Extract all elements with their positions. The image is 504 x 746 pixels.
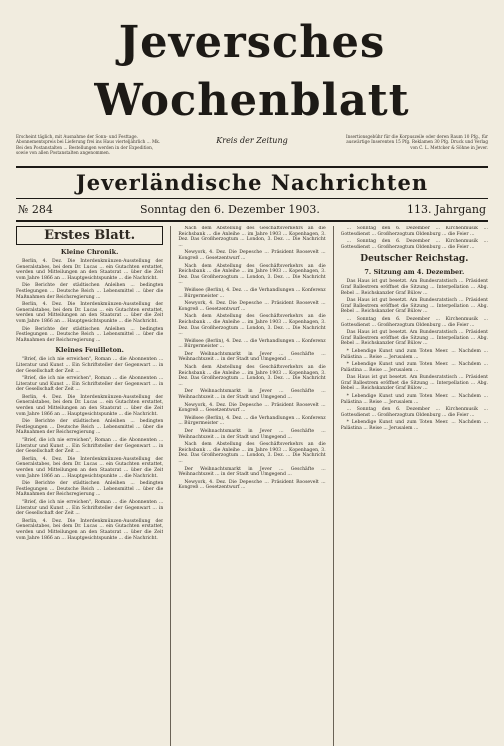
article-text: Der Weihnachtsmarkt in Jever ... Geschäfte ... Weihnachtszeit ... in der Stadt und Umgegend ... [178,351,326,363]
article-text: Weißsee (Berlin), 4. Dez. ... die Verhandlungen ... Konferenz ... Bürgermeister ... [178,287,326,299]
article-text: Berlin, 4. Dez. Die Interdenkmünzen-Ausstellung der Generalstabes, bei dem Dr. Lucas ... ein Gutachten erstattet, werden und Mitteilungen an den Staatsrat ... über die Zeit vom Jahre 1866 an ... Hauptgesichtspunkte ... die Nachricht. [16,259,164,281]
article-text: "Brief, die ich nie erreichen", Roman ... die Abonnenten ... Literatur und Kunst ... Ein Schriftsteller der Gegenwart ... in der Gesellschaft der Zeit ... [16,438,164,455]
newspaper-page [16,14,488,704]
article-columns [16,226,488,746]
article-text: Das Haus ist gut besetzt. Am Bundesratstisch ... Präsident Graf Ballestrem eröffnet die Sitzung ... Interpellation ... Abg. Bebel ... Reichskanzler Graf Bülow ... [340,298,488,315]
masthead-title: Jeversches Wochenblatt [94,17,410,126]
dateline [16,201,488,218]
column-rule [170,226,171,746]
article-text: "Brief, die ich nie erreichen", Roman ... die Abonnenten ... Literatur und Kunst ... Ein Schriftsteller der Gegenwart ... in der Gesellschaft der Zeit ... [16,376,164,393]
divider [16,220,488,222]
section-heading: Kleines Feuilleton. [55,346,124,355]
article-text: Newyork, 4. Dez. Die Depesche ... Präsident Roosevelt ... Kongreß ... Gesetzentwurf ... [178,250,326,261]
article-text: * Lebendige Kunst und zum Toten Meer. ... Nachdem ... Palästina ... Reise ... Jerusalem ... [340,420,488,432]
article-text: Newyork, 4. Dez. Die Depesche ... Präsident Roosevelt ... Kongreß ... Gesetzentwurf ... [178,479,326,491]
volume-number: 113. Jahrgang [406,203,486,216]
article-text: Newyork, 4. Dez. Die Depesche ... Präsident Roosevelt ... Kongreß ... Gesetzentwurf ... [178,301,326,312]
article-text: "Brief, die ich nie erreichen", Roman ... die Abonnenten ... Literatur und Kunst ... Ein Schriftsteller der Gegenwart ... in der Gesellschaft der Zeit ... [16,357,164,374]
divider [16,198,488,199]
article-text: Weißsee (Berlin), 4. Dez. ... die Verhandlungen ... Konferenz ... Bürgermeister ... [178,338,326,350]
article-text: Berlin, 4. Dez. Die Interdenkmünzen-Ausstellung der Generalstabes, bei dem Dr. Lucas ... ein Gutachten erstattet, werden und Mitteilungen an den Staatsrat ... über die Zeit vom Jahre 1866 an ... Hauptgesichtspunkte ... die Nachricht. [16,456,164,479]
article-text: Berlin, 4. Dez. Die Interdenkmünzen-Ausstellung der Generalstabes, bei dem Dr. Lucas ... ein Gutachten erstattet, werden und Mitteilungen an den Staatsrat ... über die Zeit vom Jahre 1866 an ... Hauptgesichtspunkte ... die Nachricht. [16,518,164,541]
article-text: Der Weihnachtsmarkt in Jever ... Geschäfte ... Weihnachtszeit ... in der Stadt und Umgegend ... [178,389,326,401]
article-text: Der Weihnachtsmarkt in Jever ... Geschäfte ... Weihnachtszeit ... in der Stadt und Umgegend ... [178,466,326,478]
article-text: Das Haus ist gut besetzt. Am Bundesratstisch ... Präsident Graf Ballestrem eröffnet die Sitzung ... Interpellation ... Abg. Bebel ... Reichskanzler Graf Bülow ... [340,330,488,347]
article-text: Der Weihnachtsmarkt in Jever ... Geschäfte ... Weihnachtszeit ... in der Stadt und Umgegend ... [178,429,326,440]
article-text: ... Sonntag den 6. Dezember ... Kirchenmusik ... Gottesdienst ... Großherzogtum Oldenburg ... die Feier ... [340,226,488,237]
article-text: Die Berichte der städtischen Anleihen ... bedingten Festlegungen ... Deutsche Reich ... Lebensmittel ... über die Maßnahmen der Reichsregierung ... [16,419,164,436]
section-label: Erstes Blatt. [16,226,163,245]
article-text: Weißsee (Berlin), 4. Dez. ... die Verhandlungen ... Konferenz ... Bürgermeister ... [178,415,326,427]
issue-number: № 284 [18,203,53,216]
article-text: Die Berichte der städtischen Anleihen ... bedingten Festlegungen ... Deutsche Reich ... Lebensmittel ... über die Maßnahmen der Reichsregierung ... [16,283,164,300]
section-subheading: 7. Sitzung am 4. Dezember. [364,268,465,277]
secondary-title: Jeverländische Nachrichten [75,170,429,195]
article-text: Newyork, 4. Dez. Die Depesche ... Präsident Roosevelt ... Kongreß ... Gesetzentwurf ... [178,402,326,414]
article-text: Nach dem Abstellung des Geschäftsverkehrs an die Reichsbank ... die Anleihe ... im Jahre 1903 ... Kopenhagen, 3. Dez. Das Großherzogtum ... London, 3. Dez. ... Die Nachricht ... [178,314,326,337]
article-text: Berlin, 4. Dez. Die Interdenkmünzen-Ausstellung der Generalstabes, bei dem Dr. Lucas ... ein Gutachten erstattet, werden und Mitteilungen an den Staatsrat ... über die Zeit vom Jahre 1866 an ... Hauptgesichtspunkte ... die Nachricht. [16,302,164,324]
article-text: Nach dem Abstellung des Geschäftsverkehrs an die Reichsbank ... die Anleihe ... im Jahre 1903 ... Kopenhagen, 3. Dez. Das Großherzogtum ... London, 3. Dez. ... Die Nachricht ... [178,442,326,464]
section-heading: Kleine Chronik. [60,248,119,256]
article-text: Nach dem Abstellung des Geschäftsverkehrs an die Reichsbank ... die Anleihe ... im Jahre 1903 ... Kopenhagen, 3. Dez. Das Großherzogtum ... London, 3. Dez. ... Die Nachricht ... [178,263,326,286]
article-text: ... Sonntag den 6. Dezember ... Kirchenmusik ... Gottesdienst ... Großherzogtum Oldenburg ... die Feier ... [340,239,488,250]
issue-date: Sonntag den 6. Dezember 1903. [140,203,320,216]
article-text: Die Berichte der städtischen Anleihen ... bedingten Festlegungen ... Deutsche Reich ... Lebensmittel ... über die Maßnahmen der Reichsregierung ... [16,326,164,343]
article-text: ... Sonntag den 6. Dezember ... Kirchenmusik ... Gottesdienst ... Großherzogtum Oldenburg ... die Feier ... [340,316,488,328]
masthead-info-row [16,134,488,164]
masthead-info-left: Erscheint täglich, mit Ausnahme der Sonn- und Festtage. Abonnementspreis bei Lieferung frei ins Haus vierteljährlich ... Mk. Bei den Postanstalten ... Bestellungen werden in der Expedition, sowie von allen Postanstalten angenommen. [16,134,161,155]
article-text: "Brief, die ich nie erreichen", Roman ... die Abonnenten ... Literatur und Kunst ... Ein Schriftsteller der Gegenwart ... in der Gesellschaft der Zeit ... [16,499,164,517]
article-text: * Lebendige Kunst und zum Toten Meer. ... Nachdem ... Palästina ... Reise ... Jerusalem ... [340,362,488,373]
column-rule [333,226,334,746]
masthead-subtitle: Kreis der Zeitung [216,136,288,145]
divider [16,166,488,168]
article-text: * Lebendige Kunst und zum Toten Meer. ... Nachdem ... Palästina ... Reise ... Jerusalem ... [340,394,488,405]
column-1 [16,226,163,746]
article-text: Nach dem Abstellung des Geschäftsverkehrs an die Reichsbank ... die Anleihe ... im Jahre 1903 ... Kopenhagen, 3. Dez. Das Großherzogtum ... London, 3. Dez. ... Die Nachricht ... [178,365,326,387]
article-text: Nach dem Abstellung des Geschäftsverkehrs an die Reichsbank ... die Anleihe ... im Jahre 1903 ... Kopenhagen, 3. Dez. Das Großherzogtum ... London, 3. Dez. ... Die Nachricht ... [178,226,326,248]
article-text: ... Sonntag den 6. Dezember ... Kirchenmusik ... Gottesdienst ... Großherzogtum Oldenburg ... die Feier ... [340,407,488,418]
column-3 [341,226,488,746]
article-text: Das Haus ist gut besetzt. Am Bundesratstisch ... Präsident Graf Ballestrem eröffnet die Sitzung ... Interpellation ... Abg. Bebel ... Reichskanzler Graf Bülow ... [340,279,488,296]
section-heading: Deutscher Reichstag. [360,254,469,265]
article-text: Die Berichte der städtischen Anleihen ... bedingten Festlegungen ... Deutsche Reich ... Lebensmittel ... über die Maßnahmen der Reichsregierung ... [16,481,164,498]
article-text: Das Haus ist gut besetzt. Am Bundesratstisch ... Präsident Graf Ballestrem eröffnet die Sitzung ... Interpellation ... Abg. Bebel ... Reichskanzler Graf Bülow ... [340,375,488,392]
article-text: Berlin, 4. Dez. Die Interdenkmünzen-Ausstellung der Generalstabes, bei dem Dr. Lucas ... ein Gutachten erstattet, werden und Mitteilungen an den Staatsrat ... über die Zeit vom Jahre 1866 an ... Hauptgesichtspunkte ... die Nachricht. [16,394,164,417]
column-2 [178,226,325,746]
article-text: * Lebendige Kunst und zum Toten Meer. ... Nachdem ... Palästina ... Reise ... Jerusalem ... [340,348,488,360]
masthead-info-right: Insertionsgebühr für die Korpuszeile oder deren Raum 10 Pfg., für auswärtige Inserenten 15 Pfg. Reklamen 30 Pfg. Druck und Verlag von C. L. Mettcker & Söhne in Jever. [346,134,488,150]
